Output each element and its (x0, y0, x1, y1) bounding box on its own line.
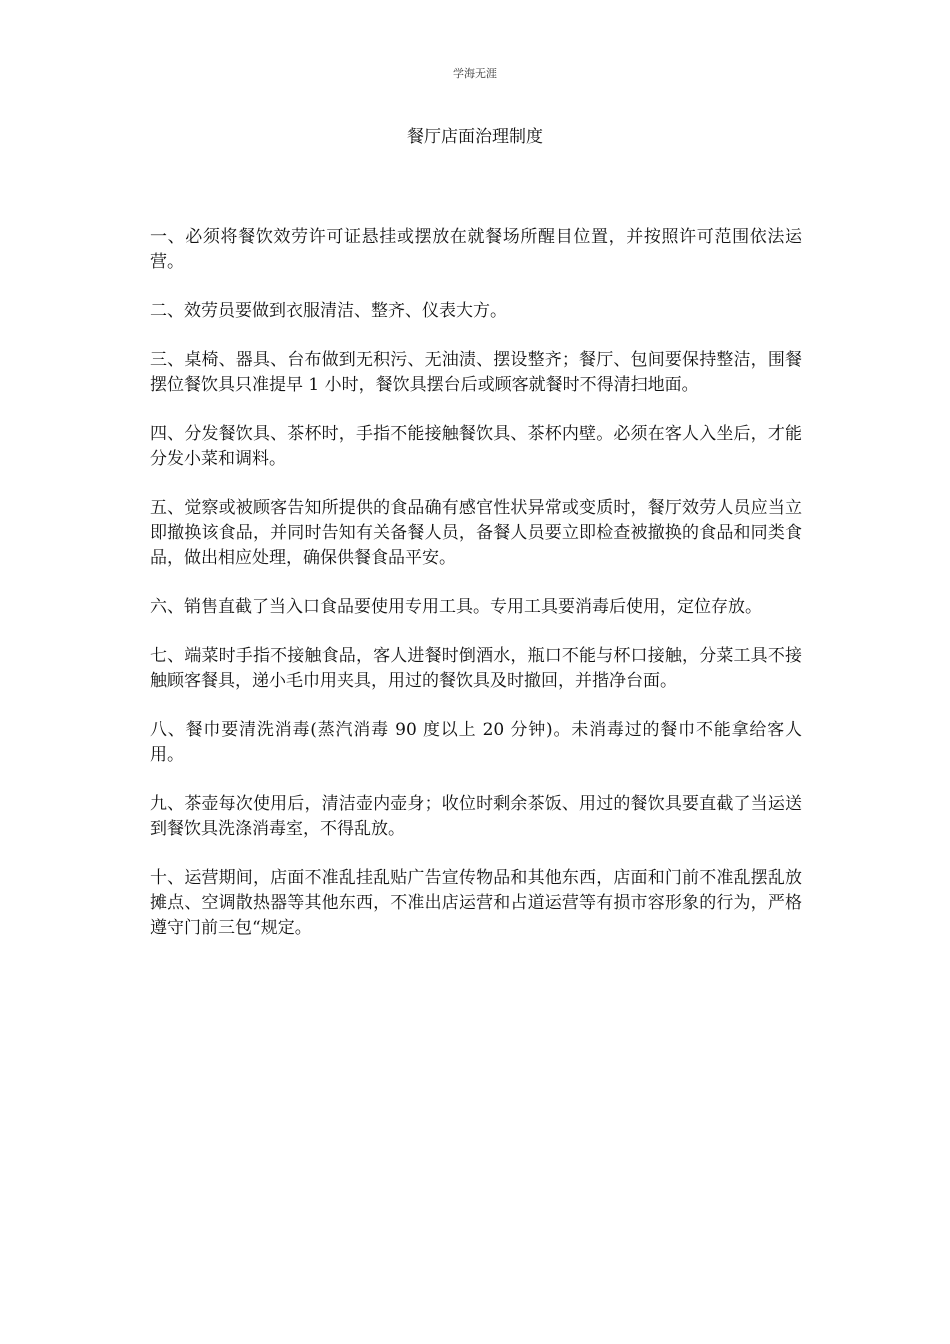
paragraph-6: 六、销售直截了当入口食品要使用专用工具。专用工具要消毒后使用，定位存放。 (150, 597, 762, 617)
paragraph-10: 十、运营期间，店面不准乱挂乱贴广告宣传物品和其他东西，店面和门前不准乱摆乱放摊点、空调散热器等其他东西，不准出店运营和占道运营等有损市容形象的行为，严格遵守门前三包“规定。 (150, 868, 802, 938)
paragraph-4: 四、分发餐饮具、茶杯时，手指不能接触餐饮具、茶杯内壁。必须在客人入坐后，才能分发小菜和调料。 (150, 424, 802, 469)
paragraph-3: 三、桌椅、器具、台布做到无积污、无油渍、摆设整齐；餐厅、包间要保持整洁，围餐摆位餐饮具只准提早 1 小时，餐饮具摆台后或顾客就餐时不得清扫地面。 (150, 350, 802, 395)
paragraph-1: 一、必须将餐饮效劳许可证悬挂或摆放在就餐场所醒目位置，并按照许可范围依法运营。 (150, 227, 802, 272)
paragraph-7: 七、端菜时手指不接触食品，客人进餐时倒酒水，瓶口不能与杯口接触，分菜工具不接触顾客餐具，递小毛巾用夹具，用过的餐饮具及时撤回，并揩净台面。 (150, 646, 802, 691)
paragraph-5: 五、觉察或被顾客告知所提供的食品确有感官性状异常或变质时，餐厅效劳人员应当立即撤换该食品，并同时告知有关备餐人员，备餐人员要立即检查被撤换的食品和同类食品，做出相应处理，确保供餐食品平安。 (150, 498, 802, 568)
page-title: 餐厅店面治理制度 (407, 127, 543, 147)
document-body (150, 225, 802, 965)
paragraph-2: 二、效劳员要做到衣服清洁、整齐、仪表大方。 (150, 301, 507, 321)
page-header: 学海无涯 (453, 67, 497, 80)
paragraph-8: 八、餐巾要清洗消毒(蒸汽消毒 90 度以上 20 分钟)。未消毒过的餐巾不能拿给客人用。 (150, 720, 802, 765)
paragraph-9: 九、茶壶每次使用后，清洁壶内壶身；收位时剩余茶饭、用过的餐饮具要直截了当运送到餐饮具洗涤消毒室，不得乱放。 (150, 794, 802, 839)
